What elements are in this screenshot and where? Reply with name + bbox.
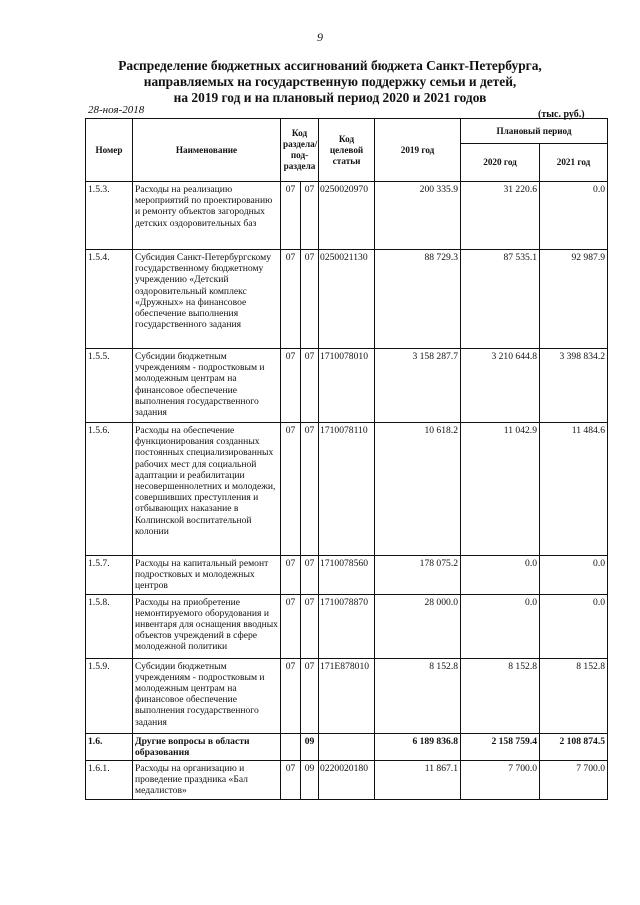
row-value-2019: 10 618.2: [375, 423, 461, 556]
table-row: [86, 556, 608, 595]
row-subsection: 07: [301, 182, 319, 250]
table-row: [86, 761, 608, 800]
row-name: Субсидии бюджетным учреждениям - подростковым и молодежным центрам на финансовое обеспечение выполнения государственного задания: [133, 658, 281, 733]
row-subsection: 09: [301, 733, 319, 760]
row-value-2020: 87 535.1: [461, 250, 540, 349]
row-value-2021: 2 108 874.5: [540, 733, 608, 760]
row-subsection: 07: [301, 349, 319, 423]
row-value-2019: 3 158 287.7: [375, 349, 461, 423]
row-value-2019: 28 000.0: [375, 594, 461, 658]
row-article-code: [319, 733, 375, 760]
row-value-2019: 178 075.2: [375, 556, 461, 595]
row-subsection: 07: [301, 423, 319, 556]
row-number: 1.5.5.: [86, 349, 133, 423]
row-subsection: 07: [301, 250, 319, 349]
row-value-2020: 3 210 644.8: [461, 349, 540, 423]
row-name: Расходы на обеспечение функционирования созданных постоянных специализированных рабочих мест для социальной адаптации и реабилитации несовершеннолетних и молодежи, совершивших преступления и отбывающих наказание в Колпинской воспитательной колонии: [133, 423, 281, 556]
header-section-code: Код раздела/ под- раздела: [281, 119, 319, 182]
row-name: Расходы на приобретение немонтируемого оборудования и инвентаря для оснащения вводных объектов учреждений в сфере молодежной политики: [133, 594, 281, 658]
row-subsection: 07: [301, 556, 319, 595]
row-number: 1.6.: [86, 733, 133, 760]
row-subsection: 09: [301, 761, 319, 800]
title-line-3: на 2019 год и на плановый период 2020 и 2021 годов: [173, 90, 487, 105]
row-value-2020: 8 152.8: [461, 658, 540, 733]
row-article-code: 1710078110: [319, 423, 375, 556]
header-2020: 2020 год: [461, 144, 540, 182]
row-subsection: 07: [301, 594, 319, 658]
header-2019: 2019 год: [375, 119, 461, 182]
row-section: 07: [281, 423, 301, 556]
row-name: Расходы на организацию и проведение праздника «Бал медалистов»: [133, 761, 281, 800]
row-value-2021: 92 987.9: [540, 250, 608, 349]
document-date: 28-ноя-2018: [88, 104, 145, 116]
row-name: Другие вопросы в области образования: [133, 733, 281, 760]
row-value-2020: 2 158 759.4: [461, 733, 540, 760]
row-value-2021: 8 152.8: [540, 658, 608, 733]
units-label: (тыс. руб.): [538, 109, 585, 120]
row-value-2019: 88 729.3: [375, 250, 461, 349]
table-row: [86, 658, 608, 733]
row-section: 07: [281, 658, 301, 733]
row-value-2021: 7 700.0: [540, 761, 608, 800]
row-article-code: 0250020970: [319, 182, 375, 250]
row-value-2020: 11 042.9: [461, 423, 540, 556]
row-number: 1.5.4.: [86, 250, 133, 349]
row-section: 07: [281, 250, 301, 349]
table-row: [86, 733, 608, 760]
row-value-2020: 0.0: [461, 556, 540, 595]
row-number: 1.5.3.: [86, 182, 133, 250]
table-row: [86, 349, 608, 423]
row-name: Субсидия Санкт-Петербургскому государственному бюджетному учреждению «Детский оздоровительный комплекс «Дружных» на финансовое обеспечение выполнения государственного задания: [133, 250, 281, 349]
table-row: [86, 594, 608, 658]
row-number: 1.5.9.: [86, 658, 133, 733]
row-value-2019: 8 152.8: [375, 658, 461, 733]
row-value-2021: 0.0: [540, 594, 608, 658]
row-name: Субсидии бюджетным учреждениям - подростковым и молодежным центрам на финансовое обеспечение выполнения государственного задания: [133, 349, 281, 423]
table-row: [86, 182, 608, 250]
row-value-2021: 0.0: [540, 556, 608, 595]
budget-table: [85, 118, 608, 800]
row-number: 1.5.6.: [86, 423, 133, 556]
header-number: Номер: [86, 119, 133, 182]
title-line-2: направляемых на государственную поддержку семьи и детей,: [143, 74, 517, 89]
document-title: [60, 58, 600, 106]
table-row: [86, 250, 608, 349]
header-planned-period: Плановый период: [461, 119, 608, 144]
row-value-2021: 3 398 834.2: [540, 349, 608, 423]
row-value-2019: 11 867.1: [375, 761, 461, 800]
row-value-2021: 0.0: [540, 182, 608, 250]
title-line-1: Распределение бюджетных ассигнований бюджета Санкт-Петербурга,: [118, 58, 542, 73]
row-section: 07: [281, 556, 301, 595]
row-value-2020: 31 220.6: [461, 182, 540, 250]
row-section: 07: [281, 349, 301, 423]
row-number: 1.6.1.: [86, 761, 133, 800]
header-name: Наименование: [133, 119, 281, 182]
row-article-code: 171E878010: [319, 658, 375, 733]
row-number: 1.5.8.: [86, 594, 133, 658]
row-name: Расходы на реализацию мероприятий по проектированию и ремонту объектов загородных детских оздоровительных баз: [133, 182, 281, 250]
row-article-code: 1710078010: [319, 349, 375, 423]
row-section: [281, 733, 301, 760]
row-value-2019: 6 189 836.8: [375, 733, 461, 760]
table-row: [86, 423, 608, 556]
row-value-2020: 7 700.0: [461, 761, 540, 800]
row-article-code: 0220020180: [319, 761, 375, 800]
header-article-code: Код целевой статьи: [319, 119, 375, 182]
row-article-code: 0250021130: [319, 250, 375, 349]
row-value-2020: 0.0: [461, 594, 540, 658]
row-section: 07: [281, 182, 301, 250]
page-number: 9: [317, 30, 323, 44]
row-section: 07: [281, 761, 301, 800]
row-value-2019: 200 335.9: [375, 182, 461, 250]
row-article-code: 1710078560: [319, 556, 375, 595]
row-value-2021: 11 484.6: [540, 423, 608, 556]
header-2021: 2021 год: [540, 144, 608, 182]
row-name: Расходы на капитальный ремонт подростковых и молодежных центров: [133, 556, 281, 595]
row-article-code: 1710078870: [319, 594, 375, 658]
row-section: 07: [281, 594, 301, 658]
row-number: 1.5.7.: [86, 556, 133, 595]
row-subsection: 07: [301, 658, 319, 733]
